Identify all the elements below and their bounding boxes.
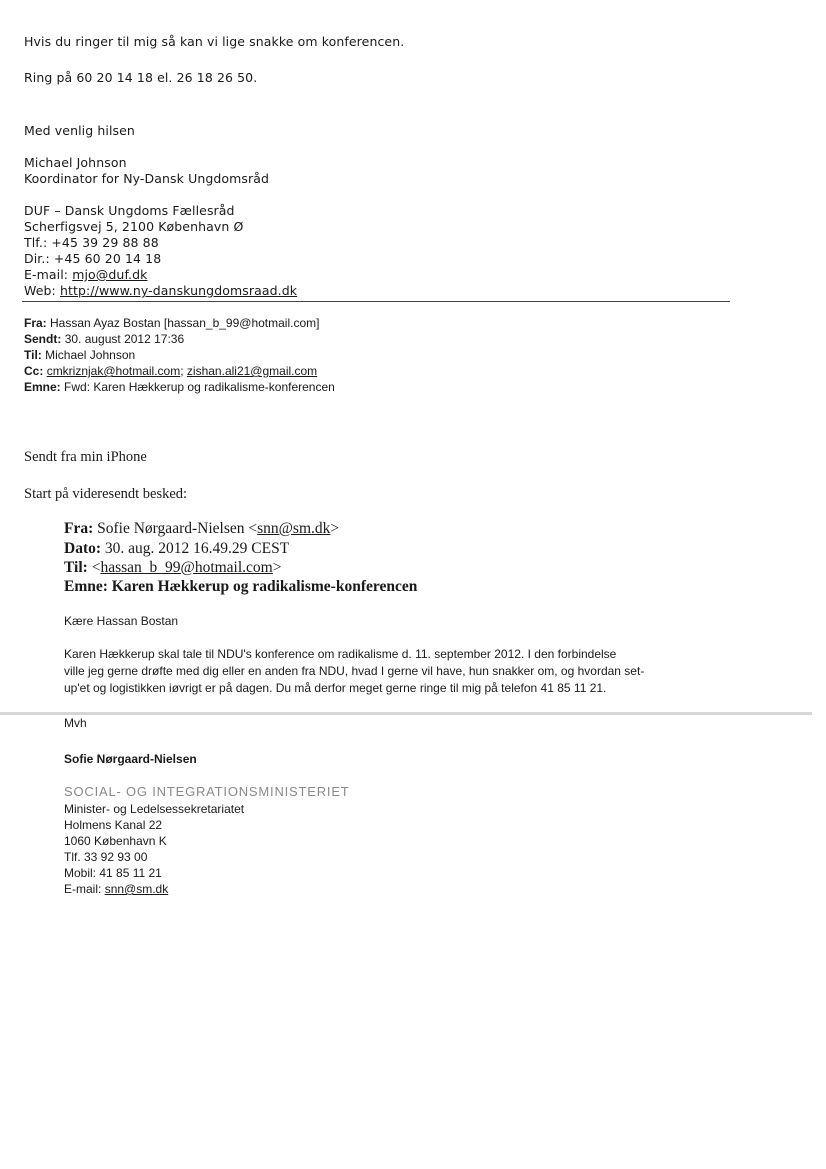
fwd-subject-label: Emne:: [24, 380, 61, 394]
orig-from-email[interactable]: snn@sm.dk: [257, 520, 331, 537]
orig-to-label: Til:: [64, 559, 88, 576]
reply-line-2: Ring på 60 20 14 18 el. 26 18 26 50.: [24, 70, 258, 85]
fwd-subject-value: Fwd: Karen Hækkerup og radikalisme-konferencen: [64, 380, 335, 394]
fwd-sent-line: [24, 332, 184, 346]
sender-address: Scherfigsvej 5, 2100 København Ø: [24, 219, 244, 234]
sender-direct: Dir.: +45 60 20 14 18: [24, 251, 162, 266]
sender-phone: Tlf.: +45 39 29 88 88: [24, 235, 159, 250]
mvh: Mvh: [64, 716, 87, 730]
orig-from-close: >: [330, 520, 340, 537]
body-line-3: up'et og logistikken iøvrigt er på dagen. Du må derfor meget gerne ringe til mig på telefon 41 85 11 21.: [64, 681, 607, 695]
orig-from-label: Fra:: [64, 520, 94, 537]
fwd-to-label: Til:: [24, 348, 42, 362]
orig-to-close: >: [272, 559, 282, 576]
ministry-email-label: E-mail:: [64, 882, 102, 896]
cc-email-2[interactable]: zishan.ali21@gmail.com: [186, 364, 318, 378]
fwd-from-label: Fra:: [24, 316, 47, 330]
orig-subject-value: Karen Hækkerup og radikalisme-konferencen: [111, 578, 418, 595]
reply-line-1: Hvis du ringer til mig så kan vi lige snakke om konferencen.: [24, 34, 405, 49]
ministry-dept: Minister- og Ledelsessekretariatet: [64, 802, 245, 816]
greeting: Kære Hassan Bostan: [64, 614, 179, 628]
orig-to-line: [64, 559, 281, 577]
fwd-subject-line: [24, 380, 335, 394]
sender-email-line: [24, 267, 147, 282]
web-label: Web:: [24, 283, 56, 298]
orig-to-open: <: [91, 559, 101, 576]
cc-separator: ;: [180, 364, 184, 378]
ministry-street: Holmens Kanal 22: [64, 818, 163, 832]
header-divider: [22, 301, 730, 302]
ministry-email-line: [64, 882, 168, 896]
body-line-1: Karen Hækkerup skal tale til NDU's konference om radikalisme d. 11. september 2012. I den forbindelse: [64, 647, 617, 661]
signature-name: Sofie Nørgaard-Nielsen: [64, 752, 197, 766]
orig-date-value: 30. aug. 2012 16.49.29 CEST: [104, 540, 290, 557]
orig-subject-line: [64, 578, 417, 596]
email-label: E-mail:: [24, 267, 69, 282]
scan-artifact-band: [0, 712, 812, 715]
fwd-to-line: [24, 348, 135, 362]
orig-date-label: Dato:: [64, 540, 102, 557]
orig-subject-label: Emne:: [64, 578, 108, 595]
ministry-email-link[interactable]: snn@sm.dk: [104, 882, 169, 896]
cc-email-1[interactable]: cmkriznjak@hotmail.com: [46, 364, 181, 378]
sender-org: DUF – Dansk Ungdoms Fællesråd: [24, 203, 235, 218]
sender-web-line: [24, 283, 297, 298]
start-forwarded: Start på videresendt besked:: [24, 486, 188, 502]
fwd-sent-value: 30. august 2012 17:36: [64, 332, 185, 346]
sent-from-iphone: Sendt fra min iPhone: [24, 449, 147, 465]
email-link[interactable]: mjo@duf.dk: [72, 267, 148, 282]
sender-role: Koordinator for Ny-Dansk Ungdomsråd: [24, 171, 270, 186]
ministry-city: 1060 København K: [64, 834, 167, 848]
orig-to-email[interactable]: hassan_b_99@hotmail.com: [100, 559, 273, 576]
fwd-cc-label: Cc:: [24, 364, 44, 378]
body-line-2: ville jeg gerne drøfte med dig eller en anden fra NDU, hvad I gerne vil have, hun snakker om, og hvordan set-: [64, 664, 645, 678]
fwd-cc-line: [24, 364, 317, 378]
sender-name: Michael Johnson: [24, 155, 127, 170]
orig-from-name: Sofie Nørgaard-Nielsen <: [97, 520, 258, 537]
web-link[interactable]: http://www.ny-danskungdomsraad.dk: [59, 283, 298, 298]
fwd-from-line: [24, 316, 319, 330]
fwd-sent-label: Sendt:: [24, 332, 62, 346]
fwd-from-value: Hassan Ayaz Bostan [hassan_b_99@hotmail.com]: [50, 316, 320, 330]
fwd-to-value: Michael Johnson: [45, 348, 136, 362]
closing: Med venlig hilsen: [24, 123, 135, 138]
ministry-name: SOCIAL- OG INTEGRATIONSMINISTERIET: [64, 784, 350, 799]
orig-date-line: [64, 540, 289, 558]
ministry-phone: Tlf. 33 92 93 00: [64, 850, 148, 864]
orig-from-line: [64, 520, 339, 538]
ministry-mobile: Mobil: 41 85 11 21: [64, 866, 162, 880]
